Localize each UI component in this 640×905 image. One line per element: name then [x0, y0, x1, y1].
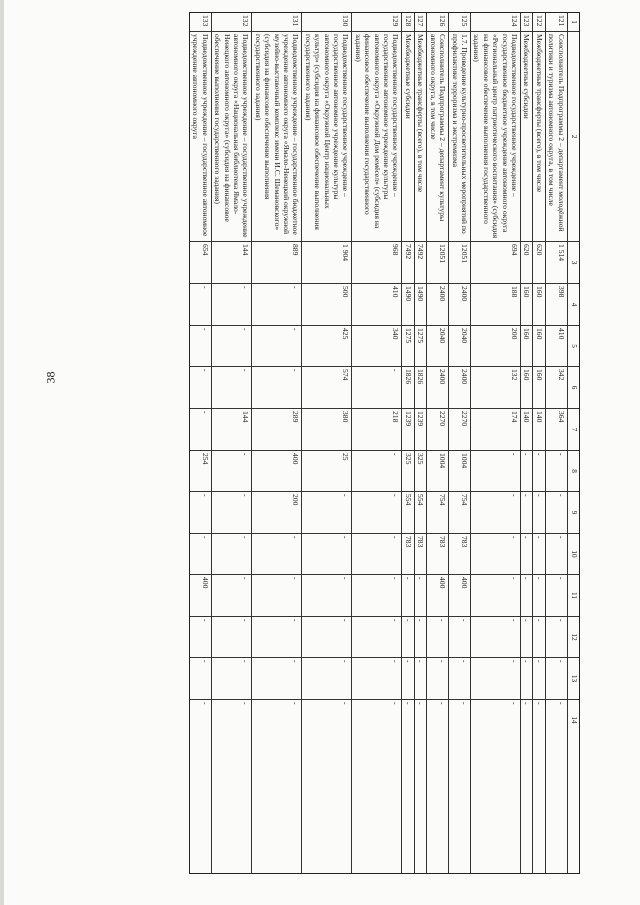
value-cell: - — [546, 657, 567, 699]
value-cell: 160 — [521, 325, 532, 366]
row-number-cell: 123 — [522, 15, 532, 27]
value-cell: - — [533, 616, 544, 657]
header-cell: 8 — [568, 450, 579, 491]
value-cell: 342 — [546, 366, 567, 408]
value-cell: 1826 — [415, 366, 426, 408]
header-cell: 6 — [568, 366, 579, 408]
value-cell: - — [471, 616, 520, 657]
value-cell: - — [533, 450, 544, 491]
value-cell: - — [352, 491, 401, 533]
table-row — [546, 13, 568, 873]
budget-table — [189, 12, 580, 874]
row-name-cell: Соисполнитель Подпрограммы 2 – департамент культуры автономного округа, в том числе — [427, 31, 448, 241]
value-cell: - — [212, 450, 252, 491]
row-name-cell: 1.7. Проведение культурно-просветительных мероприятий по профилактике терроризма и экстремизма — [449, 31, 470, 241]
value-cell: 160 — [533, 325, 544, 366]
header-cell: 1 — [570, 20, 578, 24]
value-cell: 783 — [415, 533, 426, 574]
header-cell: 14 — [568, 699, 579, 740]
value-cell: - — [352, 616, 401, 657]
value-cell: - — [533, 491, 544, 533]
row-number-cell: 132 — [241, 15, 251, 27]
header-cell: 4 — [568, 283, 579, 325]
value-cell: 140 — [533, 408, 544, 450]
row-name-cell: Межбюджетные субсидии — [521, 31, 532, 241]
value-cell: 1490 — [403, 283, 414, 325]
value-cell: - — [212, 366, 252, 408]
value-cell: 144 — [212, 408, 252, 450]
value-cell: 160 — [533, 283, 544, 325]
value-cell: 340 — [352, 325, 401, 366]
value-cell: 1275 — [415, 325, 426, 366]
value-cell: - — [427, 699, 448, 740]
value-cell: - — [521, 491, 532, 533]
header-cell: 13 — [568, 657, 579, 699]
row-number-cell: 126 — [438, 15, 448, 27]
value-cell: 500 — [302, 283, 351, 325]
table-row — [252, 13, 302, 873]
value-cell: 1826 — [403, 366, 414, 408]
table-header-row — [568, 13, 579, 873]
value-cell: 7492 — [403, 241, 414, 283]
value-cell: 783 — [449, 533, 470, 574]
table-row — [471, 13, 521, 873]
value-cell: - — [521, 574, 532, 616]
value-cell: - — [212, 616, 252, 657]
table-row — [302, 13, 352, 873]
value-cell: 200 — [252, 491, 301, 533]
value-cell: - — [415, 657, 426, 699]
value-cell: - — [212, 325, 252, 366]
value-cell: 12051 — [449, 241, 470, 283]
value-cell: - — [190, 616, 211, 657]
value-cell: - — [302, 699, 351, 740]
value-cell: 410 — [546, 325, 567, 366]
value-cell: - — [302, 533, 351, 574]
value-cell: - — [521, 699, 532, 740]
value-cell: - — [546, 574, 567, 616]
value-cell: - — [546, 491, 567, 533]
value-cell: 2040 — [427, 325, 448, 366]
value-cell: - — [190, 491, 211, 533]
value-cell: - — [352, 574, 401, 616]
value-cell: 1490 — [415, 283, 426, 325]
value-cell: 1239 — [415, 408, 426, 450]
value-cell: 1275 — [403, 325, 414, 366]
value-cell: 140 — [521, 408, 532, 450]
value-cell: - — [252, 657, 301, 699]
value-cell: - — [403, 616, 414, 657]
header-cell: 7 — [568, 408, 579, 450]
value-cell: - — [403, 657, 414, 699]
row-name-cell: Подведомственное государственное учреждение – государственное бюджетное учреждение автономного округа «Региональный центр патриотического воспитания» (субсидия на финансовое обеспечение выполнения государственного задания) — [471, 31, 520, 241]
value-cell: 174 — [471, 408, 520, 450]
value-cell: - — [533, 533, 544, 574]
value-cell: - — [302, 657, 351, 699]
table-row — [403, 13, 415, 873]
value-cell: 12051 — [427, 241, 448, 283]
value-cell: 400 — [190, 574, 211, 616]
page-edge-shadow — [0, 0, 4, 905]
value-cell: - — [403, 699, 414, 740]
row-name-cell: Межбюджетные субсидии — [403, 31, 414, 241]
row-number-cell: 121 — [556, 15, 566, 27]
value-cell: - — [252, 325, 301, 366]
value-cell: - — [252, 574, 301, 616]
value-cell: 160 — [521, 366, 532, 408]
value-cell: 218 — [352, 408, 401, 450]
value-cell: 325 — [415, 450, 426, 491]
value-cell: - — [212, 699, 252, 740]
value-cell: - — [546, 450, 567, 491]
table-row — [190, 13, 212, 873]
row-number-cell: 131 — [291, 15, 301, 27]
row-number-cell: 124 — [509, 15, 519, 27]
value-cell: 1 514 — [546, 241, 567, 283]
value-cell: 554 — [415, 491, 426, 533]
value-cell: - — [302, 491, 351, 533]
value-cell: 754 — [449, 491, 470, 533]
value-cell: 160 — [533, 366, 544, 408]
table-row — [521, 13, 533, 873]
value-cell: - — [302, 616, 351, 657]
row-name-cell: Межбюджетные трансферты (всего), в том числе — [533, 31, 544, 241]
value-cell: 400 — [427, 574, 448, 616]
page-number: 38 — [43, 371, 58, 384]
value-cell: - — [521, 450, 532, 491]
table-row — [533, 13, 545, 873]
value-cell: - — [471, 533, 520, 574]
value-cell: 2270 — [427, 408, 448, 450]
value-cell: 398 — [546, 283, 567, 325]
row-name-cell: Межбюджетные трансферты (всего), в том числе — [415, 31, 426, 241]
value-cell: 160 — [521, 283, 532, 325]
row-number-cell: 133 — [200, 15, 210, 27]
value-cell: - — [352, 699, 401, 740]
value-cell: - — [415, 616, 426, 657]
value-cell: 654 — [190, 241, 211, 283]
value-cell: 7492 — [415, 241, 426, 283]
value-cell: - — [190, 283, 211, 325]
value-cell: - — [533, 657, 544, 699]
value-cell: 410 — [352, 283, 401, 325]
row-number-cell: 129 — [391, 15, 401, 27]
value-cell: - — [471, 574, 520, 616]
value-cell: - — [212, 574, 252, 616]
header-cell: 3 — [568, 241, 579, 283]
value-cell: 694 — [471, 241, 520, 283]
value-cell: 574 — [302, 366, 351, 408]
value-cell: - — [302, 574, 351, 616]
header-cell: 11 — [568, 574, 579, 616]
row-number-cell: 128 — [403, 15, 413, 27]
table-row — [449, 13, 471, 873]
value-cell: 968 — [352, 241, 401, 283]
value-cell: - — [352, 366, 401, 408]
value-cell: - — [546, 699, 567, 740]
value-cell: 144 — [212, 241, 252, 283]
value-cell: - — [352, 450, 401, 491]
value-cell: - — [252, 533, 301, 574]
row-number-cell: 122 — [534, 15, 544, 27]
value-cell: 554 — [403, 491, 414, 533]
value-cell: 783 — [427, 533, 448, 574]
value-cell: - — [403, 574, 414, 616]
row-number-cell: 130 — [341, 15, 351, 27]
value-cell: 25 — [302, 450, 351, 491]
value-cell: 380 — [302, 408, 351, 450]
header-cell: 10 — [568, 533, 579, 574]
value-cell: - — [252, 283, 301, 325]
value-cell: 200 — [471, 325, 520, 366]
value-cell: 1239 — [403, 408, 414, 450]
value-cell: 254 — [190, 450, 211, 491]
value-cell: - — [521, 616, 532, 657]
value-cell: - — [212, 533, 252, 574]
value-cell: - — [449, 616, 470, 657]
value-cell: - — [190, 325, 211, 366]
row-name-cell: Подведомственное учреждение – государственное бюджетное учреждение автономного округа «Ямало-Ненецкий окружной музейно-выставочный комплекс имени И.С. Шемановского» (субсидия на финансовое обеспечение выполнения государственного задания) — [252, 31, 301, 241]
value-cell: 2040 — [449, 325, 470, 366]
value-cell: - — [415, 699, 426, 740]
value-cell: 754 — [427, 491, 448, 533]
row-name-cell: Подведомственное учреждение – государственное автономное учреждение автономного округа — [190, 31, 211, 241]
value-cell: - — [427, 616, 448, 657]
table-row — [427, 13, 449, 873]
value-cell: - — [471, 450, 520, 491]
row-number-cell: 127 — [416, 15, 426, 27]
value-cell: 1004 — [449, 450, 470, 491]
value-cell: 289 — [252, 408, 301, 450]
value-cell: 425 — [302, 325, 351, 366]
value-cell: - — [546, 533, 567, 574]
value-cell: - — [449, 699, 470, 740]
value-cell: 1004 — [427, 450, 448, 491]
value-cell: - — [471, 657, 520, 699]
value-cell: 1 904 — [302, 241, 351, 283]
value-cell: - — [212, 491, 252, 533]
value-cell: - — [427, 657, 448, 699]
value-cell: - — [471, 699, 520, 740]
value-cell: - — [190, 657, 211, 699]
value-cell: 325 — [403, 450, 414, 491]
value-cell: 2400 — [427, 283, 448, 325]
row-name-cell: Подведомственное государственное учреждение – государственное автономное учреждение культуры автономного округа «Окружной Центр национальных культур» (субсидия на финансовое обеспечение выполнения государственного задания) — [302, 31, 351, 241]
value-cell: 364 — [546, 408, 567, 450]
row-name-cell: Соисполнитель Подпрограммы 2 – департамент молодёжной политики и туризма автономного округа, в том числе — [546, 31, 567, 241]
value-cell: - — [533, 574, 544, 616]
value-cell: 620 — [521, 241, 532, 283]
value-cell: 2400 — [449, 366, 470, 408]
value-cell: - — [252, 699, 301, 740]
header-cell: 5 — [568, 325, 579, 366]
value-cell: - — [521, 533, 532, 574]
value-cell: - — [415, 574, 426, 616]
value-cell: - — [352, 533, 401, 574]
value-cell: - — [190, 699, 211, 740]
value-cell: 2400 — [449, 283, 470, 325]
header-cell: 2 — [568, 31, 579, 241]
value-cell: - — [190, 366, 211, 408]
value-cell: - — [190, 533, 211, 574]
table-row — [212, 13, 253, 873]
row-name-cell: Подведомственное государственное учреждение – государственное автономное учреждение культуры автономного округа «Окружной Дом ремёсел» (субсидия на финансовое обеспечение выполнения государственного задания) — [352, 31, 401, 241]
table-row — [352, 13, 402, 873]
value-cell: 188 — [471, 283, 520, 325]
value-cell: - — [533, 699, 544, 740]
row-number-cell: 125 — [459, 15, 469, 27]
value-cell: - — [252, 366, 301, 408]
value-cell: 889 — [252, 241, 301, 283]
value-cell: - — [190, 408, 211, 450]
header-cell: 9 — [568, 491, 579, 533]
value-cell: 620 — [533, 241, 544, 283]
header-cell: 12 — [568, 616, 579, 657]
table-row — [415, 13, 427, 873]
value-cell: - — [252, 616, 301, 657]
value-cell: - — [471, 491, 520, 533]
value-cell: 783 — [403, 533, 414, 574]
value-cell: 132 — [471, 366, 520, 408]
value-cell: - — [449, 657, 470, 699]
value-cell: - — [352, 657, 401, 699]
value-cell: 400 — [449, 574, 470, 616]
value-cell: - — [212, 657, 252, 699]
value-cell: 400 — [252, 450, 301, 491]
value-cell: 2400 — [427, 366, 448, 408]
value-cell: - — [546, 616, 567, 657]
value-cell: - — [521, 657, 532, 699]
value-cell: - — [212, 283, 252, 325]
value-cell: 2270 — [449, 408, 470, 450]
row-name-cell: Подведомственное учреждение – государственное учреждение автономного округа «Национальная библиотека Ямало-Ненецкого автономного округа» (субсидия на финансовое обеспечение выполнения государственного задания) — [212, 31, 252, 241]
